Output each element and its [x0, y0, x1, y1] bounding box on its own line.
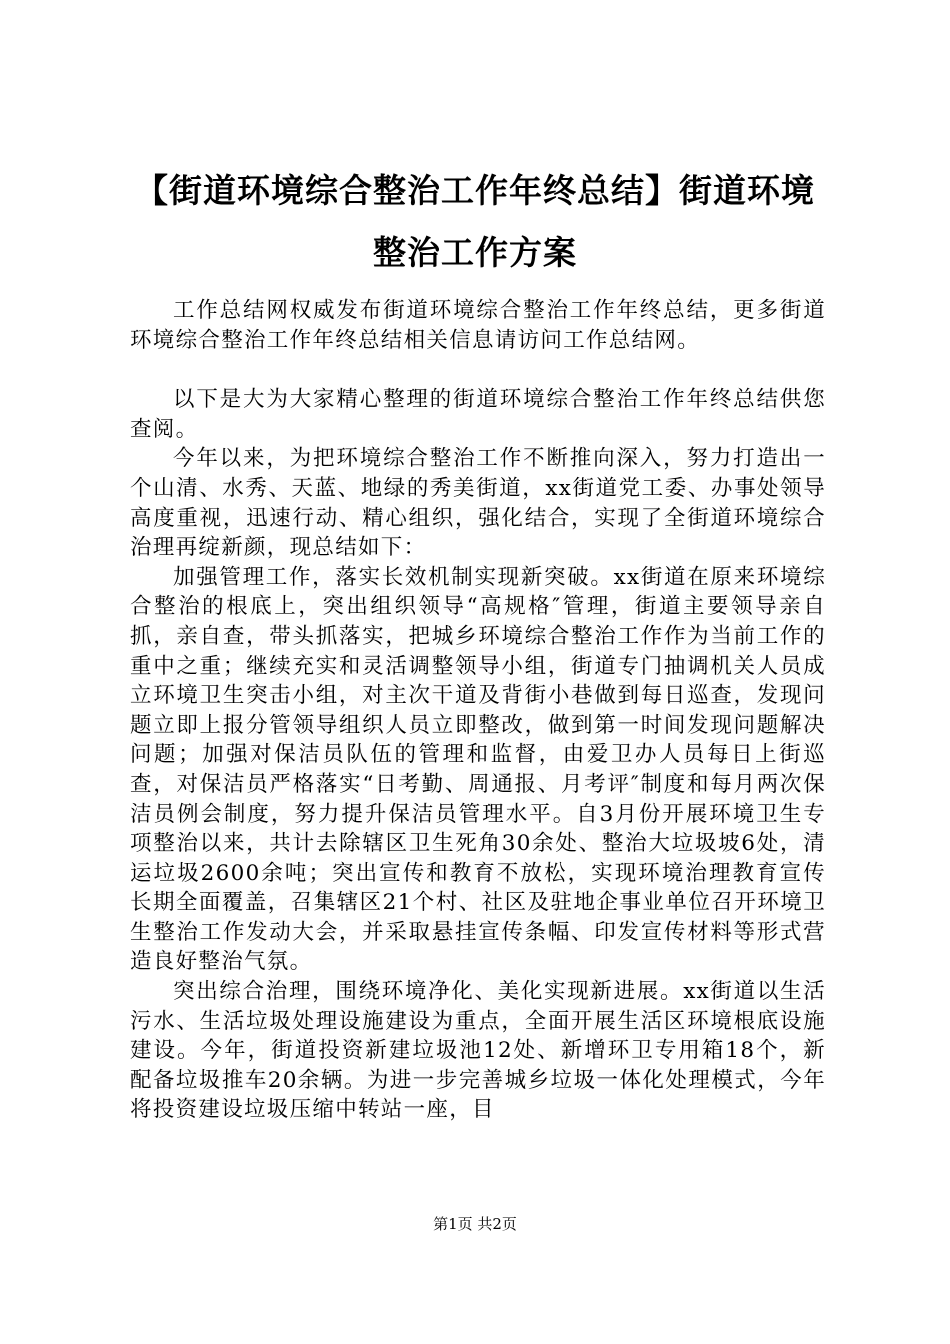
body-paragraph: 以下是大为大家精心整理的街道环境综合整治工作年终总结供您查阅。 — [130, 387, 826, 442]
body-paragraph: 突出综合治理，围绕环境净化、美化实现新进展。xx街道以生活污水、生活垃圾处理设施建设为重点，全面开展生活区环境根底设施建设。今年，街道投资新建垃圾池12处、新增环卫专用箱18个，新配备垃圾推车20余辆。为进一步完善城乡垃圾一体化处理模式，今年将投资建设垃圾压缩中转站一座，目 — [130, 979, 826, 1123]
page-number-footer: 第1页 共2页 — [433, 1215, 517, 1233]
intro-paragraph: 工作总结网权威发布街道环境综合整治工作年终总结，更多街道环境综合整治工作年终总结相关信息请访问工作总结网。 — [130, 298, 826, 353]
document-body — [130, 296, 826, 1125]
document-title: 【街道环境综合整治工作年终总结】街道环境整治工作方案 — [135, 171, 815, 272]
body-paragraph: 加强管理工作，落实长效机制实现新突破。xx街道在原来环境综合整治的根底上，突出组织领导“高规格″管理，街道主要领导亲自抓，亲自查，带头抓落实，把城乡环境综合整治工作作为当前工作的重中之重；继续充实和灵活调整领导小组，街道专门抽调机关人员成立环境卫生突击小组，对主次干道及背街小巷做到每日巡查，发现问题立即上报分管领导组织人员立即整改，做到第一时间发现问题解决问题；加强对保洁员队伍的管理和监督，由爱卫办人员每日上街巡查，对保洁员严格落实“日考勤、周通报、月考评″制度和每月两次保洁员例会制度，努力提升保洁员管理水平。自3月份开展环境卫生专项整治以来，共计去除辖区卫生死角30余处、整治大垃圾坡6处，清运垃圾2600余吨；突出宣传和教育不放松，实现环境治理教育宣传长期全面覆盖，召集辖区21个村、社区及驻地企事业单位召开环境卫生整治工作发动大会，并采取悬挂宣传条幅、印发宣传材料等形式营造良好整治气氛。 — [130, 564, 826, 975]
body-paragraph: 今年以来，为把环境综合整治工作不断推向深入，努力打造出一个山清、水秀、天蓝、地绿的秀美街道，xx街道党工委、办事处领导高度重视，迅速行动、精心组织，强化结合，实现了全街道环境综合治理再绽新颜，现总结如下： — [130, 446, 826, 561]
